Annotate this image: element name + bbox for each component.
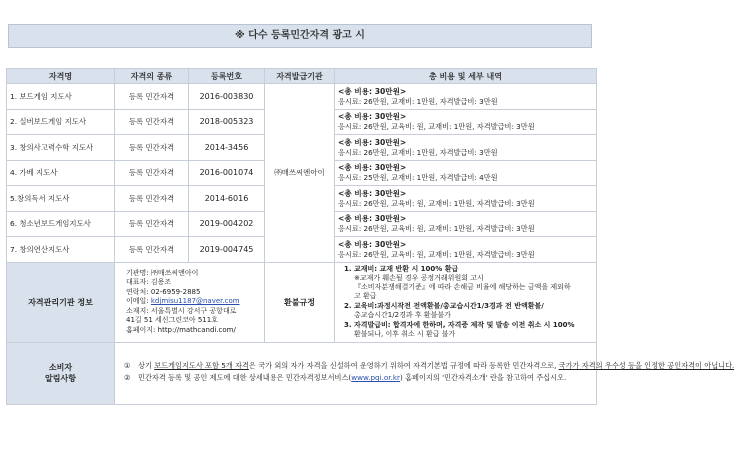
mgmt-phone: 연락처: 02-6959-2885 [126, 287, 201, 296]
refund-title: 교육비:과정시작전 전액환불/총교습시간1/3경과 전 반액환불/ [354, 301, 544, 310]
qual-number: 2016-001074 [189, 160, 265, 186]
notice-content [115, 342, 734, 404]
notice-item [124, 361, 734, 371]
qual-number: 2019-004202 [189, 211, 265, 237]
refund-title: 교재비: 교재 반환 시 100% 환급 [354, 264, 459, 273]
management-label: 자격관리기관 정보 [7, 262, 115, 342]
refund-rules [335, 262, 597, 342]
header-type: 자격의 종류 [115, 69, 189, 84]
qual-number: 2019-004745 [189, 237, 265, 263]
mgmt-email-label: 이메일: [126, 297, 151, 306]
qual-name: 1. 보드게임 지도사 [7, 84, 115, 110]
qual-name: 5.창의독서 지도사 [7, 186, 115, 212]
cost-detail: 응시료: 26만원, 교재비: 1만원, 자격발급비: 3만원 [338, 96, 498, 106]
cost-total: <총 비용: 30만원> [338, 86, 407, 96]
refund-num: 3. [344, 320, 352, 329]
qual-type: 등록 민간자격 [115, 160, 189, 186]
management-row [7, 262, 597, 342]
refund-line: 총교습시간1/2경과 후 환불불가 [354, 310, 451, 319]
qual-number: 2016-003830 [189, 84, 265, 110]
cost-total: <총 비용: 30만원> [338, 239, 407, 249]
qual-cost [335, 84, 597, 110]
qual-type: 등록 민간자격 [115, 109, 189, 135]
notice-text-underlined: 보드게임지도사 포함 5개 자격 [154, 361, 249, 370]
header-cost: 총 비용 및 세부 내역 [335, 69, 597, 84]
management-info [115, 262, 265, 342]
cost-detail: 응시료: 26만원, 교육비: 원, 교재비: 1만원, 자격발급비: 3만원 [338, 224, 535, 234]
mgmt-address2: 41길 51 세신그린코아 511호 [126, 316, 218, 325]
cost-total: <총 비용: 30만원> [338, 188, 407, 198]
refund-line: 『소비자분쟁해결기준』에 따라 손해금 비율에 해당하는 금액을 제외하 [354, 282, 571, 291]
cost-detail: 응시료: 26만원, 교육비: 원, 교재비: 1만원, 자격발급비: 3만원 [338, 198, 535, 208]
qual-type: 등록 민간자격 [115, 135, 189, 161]
notice-item [124, 373, 587, 383]
qual-cost [335, 186, 597, 212]
page-title: ※ 다수 등록민간자격 광고 시 [8, 24, 592, 48]
refund-line: 환불되나, 이후 취소 시 환급 불가 [354, 329, 456, 338]
notice-text: 여 주십시오. [526, 373, 567, 382]
refund-num: 2. [344, 301, 352, 310]
refund-item [344, 302, 587, 320]
refund-num: 1. [344, 264, 352, 273]
qual-number: 2014-3456 [189, 135, 265, 161]
qual-type: 등록 민간자격 [115, 186, 189, 212]
qual-type: 등록 민간자격 [115, 237, 189, 263]
notice-label: 소비자 알림사항 [7, 342, 115, 404]
qual-name: 2. 실버보드게임 지도사 [7, 109, 115, 135]
mgmt-address1: 소재지: 서울특별시 강서구 공항대로 [126, 306, 237, 315]
notice-row [7, 342, 597, 404]
qual-type: 등록 민간자격 [115, 211, 189, 237]
qual-cost [335, 135, 597, 161]
cost-total: <총 비용: 30만원> [338, 163, 407, 173]
header-number: 등록번호 [189, 69, 265, 84]
table-header-row [7, 69, 597, 84]
cost-detail: 응시료: 25만원, 교재비: 1만원, 자격발급비: 4만원 [338, 173, 498, 183]
header-name: 자격명 [7, 69, 115, 84]
refund-item [344, 321, 587, 339]
refund-item [344, 265, 587, 301]
notice-text: 간자격으로, [519, 361, 559, 370]
cost-total: <총 비용: 30만원> [338, 112, 407, 122]
issuer-name: ㈜매쓰씨엔아이 [265, 84, 335, 263]
qual-number: 2014-6016 [189, 186, 265, 212]
qual-name: 7. 창의연산지도사 [7, 237, 115, 263]
notice-text-underlined: 국가가 자격의 우수성 등을 인정한 공인자격이 아닙니다. [558, 361, 734, 370]
notice-text: 상기 [138, 361, 155, 370]
notice-text: 은 국가 외의 자가 자격을 신설하여 운영하기 위하여 자격기본법 규정에 따라 등록한 민 [248, 361, 520, 370]
qual-type: 등록 민간자격 [115, 84, 189, 110]
header-issuer: 자격발급기관 [265, 69, 335, 84]
refund-label: 환불규정 [265, 262, 335, 342]
pqi-link[interactable]: www.pqi.or.kr [351, 373, 400, 382]
mgmt-email-link[interactable]: kdjmisu1187@naver.com [150, 297, 240, 306]
qual-cost [335, 237, 597, 263]
cost-total: <총 비용: 30만원> [338, 137, 407, 147]
qual-name: 6. 청소년보드게임지도사 [7, 211, 115, 237]
cost-total: <총 비용: 30만원> [338, 214, 407, 224]
qual-cost [335, 109, 597, 135]
qual-cost [335, 160, 597, 186]
mgmt-org: 기관명: ㈜매쓰씨앤아이 [126, 268, 199, 277]
cost-detail: 응시료: 26만원, 교재비: 1만원, 자격발급비: 3만원 [338, 147, 498, 157]
qual-cost [335, 211, 597, 237]
refund-line: ※교재가 훼손될 경우 공정거래위원회 고시 [354, 273, 484, 282]
mgmt-homepage: 홈페이지: http://mathcandi.com/ [126, 325, 236, 334]
notice-num: ② [124, 373, 131, 382]
notice-text: 민간자격 등록 및 공인 제도에 대한 상세내용은 민간자격정보서비스( [138, 373, 352, 382]
qual-name: 3. 창의사고력수학 지도사 [7, 135, 115, 161]
mgmt-email-line [126, 297, 261, 307]
qualification-table [6, 68, 734, 405]
refund-line: 고 환급 [354, 291, 377, 300]
refund-title: 자격발급비: 합격자에 한하며, 자격증 제작 및 발송 이전 취소 시 100% [354, 320, 575, 329]
mgmt-ceo: 대표자: 김용조 [126, 278, 172, 287]
notice-text: ) 홈페이지의 '민간자격소개' 란을 참고하 [399, 373, 527, 382]
notice-num: ① [124, 361, 131, 370]
cost-detail: 응시료: 26만원, 교육비: 원, 교재비: 1만원, 자격발급비: 3만원 [338, 249, 535, 259]
cost-detail: 응시료: 26만원, 교육비: 원, 교재비: 1만원, 자격발급비: 3만원 [338, 122, 535, 132]
table-row [7, 84, 597, 110]
qual-name: 4. 가베 지도사 [7, 160, 115, 186]
qual-number: 2018-005323 [189, 109, 265, 135]
